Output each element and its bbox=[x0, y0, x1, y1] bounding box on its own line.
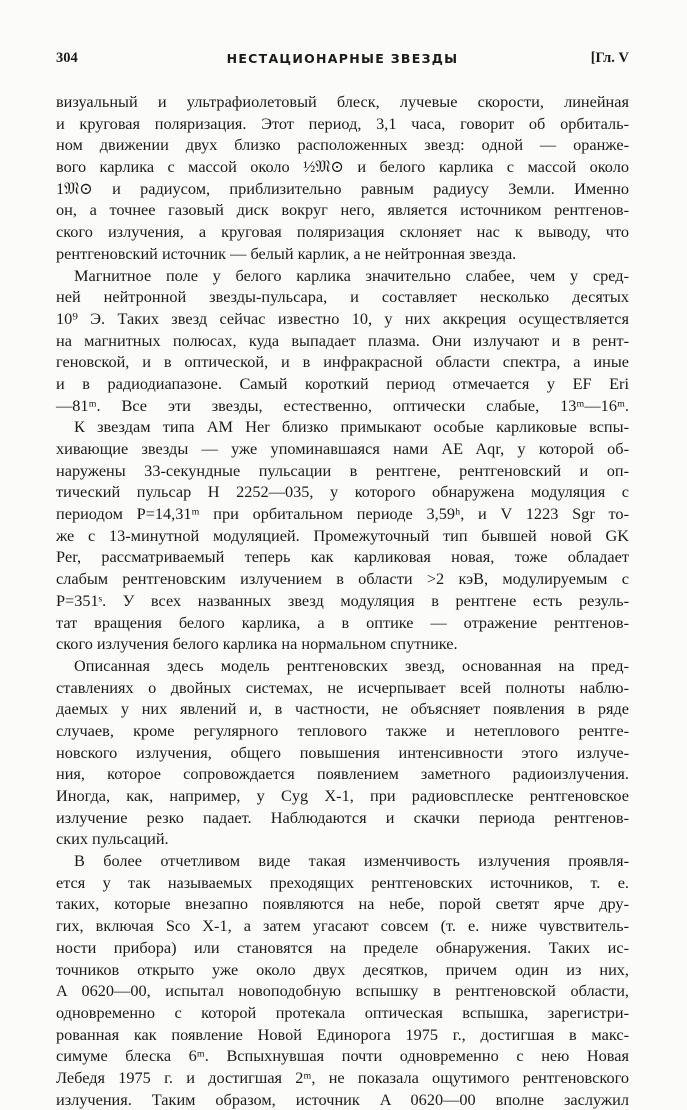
text-line: Лебедя 1975 г. и достигшая 2ᵐ, не показала ощутимого рентгеновского bbox=[56, 1067, 629, 1087]
text-line: ния, которое сопровождается появлением заметного радиоизлучения. bbox=[56, 764, 629, 784]
text-line: 1𝔐⊙ и радиусом, приблизительно равным радиусу Земли. Именно bbox=[56, 178, 629, 198]
text-line: наружены 33-секундные пульсации в рентгене, рентгеновский и оп- bbox=[56, 460, 629, 480]
text-line: одновременно с которой протекала оптическая вспышка, зарегистри- bbox=[56, 1002, 629, 1022]
text-line: хивающие звезды — уже упоминавшаяся нами AE Aqr, у которой об- bbox=[56, 439, 629, 458]
running-title: НЕСТАЦИОНАРНЫЕ ЗВЕЗДЫ bbox=[226, 51, 459, 66]
text-line: на магнитных полюсах, куда выпадает плазма. Они излучают и в рент- bbox=[56, 330, 629, 350]
page-number: 304 bbox=[56, 50, 78, 66]
text-line: ном движении двух близко расположенных звезд: одной — оранже- bbox=[56, 135, 629, 155]
text-line: слабым рентгеновским излучением в области >2 кэВ, модулируемым с bbox=[56, 569, 629, 589]
text-line: и круговая поляризация. Этот период, 3,1 часа, говорит об орбиталь- bbox=[56, 113, 629, 133]
text-line: Per, рассматриваемый теперь как карликовая новая, тоже обладает bbox=[56, 547, 629, 567]
chapter-marker: [Гл. V bbox=[590, 50, 629, 66]
text-line: К звездам типа AM Her близко примыкают особые карликовые вспы- bbox=[74, 417, 629, 437]
text-line: Иногда, как, например, у Cyg X-1, при радиовсплеске рентгеновское bbox=[56, 786, 629, 805]
text-line: же с 13-минутной модуляцией. Промежуточный тип бывшей новой GK bbox=[56, 525, 629, 545]
text-line: ности прибора) или становятся на пределе обнаружения. Таких ис- bbox=[56, 937, 629, 957]
text-line: симуме блеска 6ᵐ. Вспыхнувшая почти одновременно с нею Новая bbox=[56, 1046, 629, 1066]
text-line: случаев, кроме регулярного теплового также и нетеплового рентге- bbox=[56, 720, 629, 740]
text-line: ского излучения белого карлика на нормальном спутнике. bbox=[56, 634, 458, 654]
text-line: тический пульсар H 2252—035, у которого обнаружена модуляция с bbox=[56, 482, 629, 502]
text-line: новского излучения, общего повышения интенсивности этого излуче- bbox=[56, 742, 629, 762]
text-line: рованная как появление Новой Единорога 1975 г., достигшая в макс- bbox=[56, 1024, 629, 1044]
running-header bbox=[56, 50, 629, 70]
text-line: ских пульсаций. bbox=[56, 829, 169, 849]
body-text bbox=[56, 91, 629, 1110]
text-line: ней нейтронной звезды-пульсара, и составляет несколько десятых bbox=[56, 287, 629, 307]
text-line: ского излучения, а круговая поляризация склоняет нас к выводу, что bbox=[56, 222, 629, 242]
text-line: рентгеновский источник — белый карлик, а не нейтронная звезда. bbox=[56, 243, 517, 263]
text-line: вого карлика с массой около ½𝔐⊙ и белого карлика с массой около bbox=[56, 157, 629, 177]
text-line: даемых у них явлений и, в частности, не объясняет появления в ряде bbox=[56, 699, 629, 719]
text-line: излучения. Таким образом, источник A 0620—00 вполне заслужил bbox=[56, 1089, 629, 1109]
text-line: периодом P=14,31ᵐ при орбитальном периоде 3,59ʰ, и V 1223 Sgr то- bbox=[56, 504, 629, 524]
text-line: точников открыто уже около двух десятков, причем один из них, bbox=[56, 959, 629, 979]
text-line: —81ᵐ. Все эти звезды, естественно, оптически слабые, 13ᵐ—16ᵐ. bbox=[56, 395, 629, 415]
text-line: В более отчетливом виде такая изменчивость излучения проявля- bbox=[74, 851, 629, 871]
text-line: таких, которые внезапно появляются на небе, порой светят ярче дру- bbox=[56, 894, 629, 914]
text-line: он, а точнее газовый диск вокруг него, является источником рентгенов- bbox=[56, 200, 629, 220]
text-line: Описанная здесь модель рентгеновских звезд, основанная на пред- bbox=[74, 655, 629, 675]
text-line: P=351ˢ. У всех названных звезд модуляция в рентгене есть резуль- bbox=[56, 590, 629, 610]
text-line: 10⁹ Э. Таких звезд сейчас известно 10, у них аккреция осуществляется bbox=[56, 308, 629, 328]
text-line: ется у так называемых преходящих рентгеновских источников, т. е. bbox=[56, 872, 629, 892]
text-line: Магнитное поле у белого карлика значительно слабее, чем у сред- bbox=[74, 265, 629, 285]
text-line: и в радиодиапазоне. Самый короткий период отмечается у EF Eri bbox=[56, 373, 629, 393]
text-line: тат вращения белого карлика, а в оптике — отражение рентгенов- bbox=[56, 612, 629, 632]
text-line: геновской, и в оптической, и в инфракрасной области спектра, а иные bbox=[56, 352, 629, 372]
text-line: гих, включая Sco X-1, а затем угасают совсем (т. е. ниже чувствитель- bbox=[56, 916, 629, 936]
text-line: визуальный и ультрафиолетовый блеск, лучевые скорости, линейная bbox=[56, 92, 629, 111]
text-line: излучение резко падает. Наблюдаются и скачки периода рентгенов- bbox=[56, 807, 629, 827]
text-line: ставлениях о двойных системах, не исчерпывает всей полноты наблю- bbox=[56, 677, 629, 697]
text-line: A 0620—00, испытал новоподобную вспышку в рентгеновской области, bbox=[56, 981, 629, 1001]
